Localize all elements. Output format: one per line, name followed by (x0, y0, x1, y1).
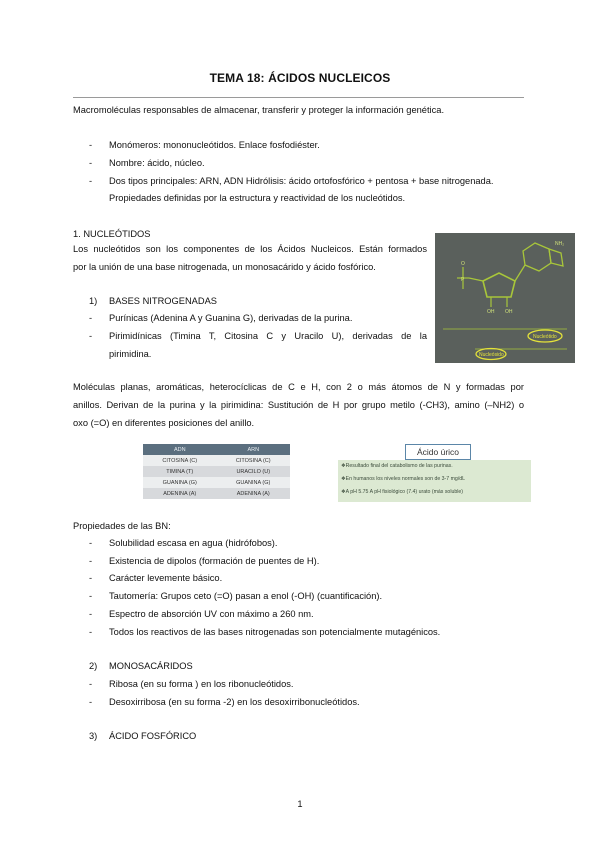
nh2-label: NH₂ (555, 241, 565, 247)
bullet: - (89, 176, 93, 186)
list-item: Existencia de dipolos (formación de puentes de H). (109, 556, 320, 566)
list-item: Carácter levemente básico. (109, 573, 223, 583)
table-cell: GUANINA (G) (217, 477, 291, 488)
list-number: 2) (89, 661, 98, 671)
bullet: - (89, 313, 93, 323)
list-item: Purínicas (Adenina A y Guanina G), derivadas de la purina. (109, 313, 353, 323)
paragraph-line: anillos. Derivan de la purina y la pirimidina: Sustitución de H por grupo metilo (-CH3), amino (–NH2) o (73, 400, 524, 410)
bullet: - (89, 591, 93, 601)
section-heading-nucleotidos: 1. NUCLEÓTIDOS (73, 229, 151, 239)
section-heading-monosacaridos: MONOSACÁRIDOS (109, 661, 193, 671)
table-row (143, 455, 290, 466)
bullet: - (89, 627, 93, 637)
list-item: Todos los reactivos de las bases nitrogenadas son potencialmente mutagénicos. (109, 627, 441, 637)
list-item: Desoxirribosa (en su forma -2) en los desoxirribonucleótidos. (109, 697, 360, 707)
page-number: 1 (297, 799, 303, 809)
bullet: - (89, 158, 93, 168)
table-row (143, 488, 290, 499)
uric-acid-line: ❖En humanos los niveles normales son de 3-7 mg/dL (341, 476, 466, 482)
oh-label: OH (487, 309, 495, 315)
bases-table (143, 444, 290, 499)
bullet: - (89, 331, 93, 341)
table-cell: ADENINA (A) (143, 488, 217, 499)
nucleotide-label: Nucleótido (533, 334, 557, 340)
paragraph-line: Los nucleótidos son los componentes de los Ácidos Nucleicos. Están formados (73, 244, 427, 254)
bullet: - (89, 609, 93, 619)
list-number: 3) (89, 731, 98, 741)
list-item-continuation: pirimidina. (109, 349, 152, 359)
table-cell: ADENINA (A) (217, 488, 291, 499)
uric-acid-box (338, 460, 531, 502)
oh-label-2: OH (505, 309, 513, 315)
p-label: P (461, 277, 465, 283)
nucleotide-structure-image (435, 233, 575, 363)
o-label: O (461, 261, 465, 267)
table-cell: CITOSINA (C) (143, 455, 217, 466)
bullet: - (89, 573, 93, 583)
paragraph-line: por la unión de una base nitrogenada, un monosacárido y ácido fosfórico. (73, 262, 376, 272)
table-header-row (143, 444, 290, 455)
paragraph-line: oxo (=O) en diferentes posiciones del anillo. (73, 418, 255, 428)
properties-heading: Propiedades de las BN: (73, 521, 171, 531)
uric-acid-line: ❖Resultado final del catabolismo de las purinas. (341, 463, 453, 469)
uric-acid-title: Ácido úrico (405, 444, 471, 460)
bullet: - (89, 697, 93, 707)
paragraph-line: Moléculas planas, aromáticas, heterocíclicas de C e H, con 2 o más átomos de N y formadas por (73, 382, 524, 392)
table-cell: TIMINA (T) (143, 466, 217, 477)
table-row (143, 477, 290, 488)
section-heading-bases: BASES NITROGENADAS (109, 296, 217, 306)
page-title: TEMA 18: ÁCIDOS NUCLEICOS (209, 71, 391, 85)
bullet: - (89, 140, 93, 150)
table-header: ARN (217, 444, 291, 455)
title-divider (73, 97, 524, 98)
intro-text: Macromoléculas responsables de almacenar, transferir y proteger la información genética. (73, 105, 445, 115)
list-item: Pirimidínicas (Timina T, Citosina C y Uracilo U), derivadas de la (109, 331, 427, 341)
list-item: Nombre: ácido, núcleo. (109, 158, 205, 168)
bullet: - (89, 679, 93, 689)
list-item: Monómeros: mononucleótidos. Enlace fosfodiéster. (109, 140, 320, 150)
list-number: 1) (89, 296, 98, 306)
nucleoside-label: Nucleósido (479, 352, 504, 358)
list-item: Solubilidad escasa en agua (hidrófobos). (109, 538, 278, 548)
list-item: Tautomería: Grupos ceto (=O) pasan a enol (-OH) (cuantificación). (109, 591, 383, 601)
uric-acid-line: ❖A pH 5.75 A pH fisiológico (7.4) urato (más soluble) (341, 489, 464, 495)
table-cell: URACILO (U) (217, 466, 291, 477)
table-header: ADN (143, 444, 217, 455)
list-item: Ribosa (en su forma ) en los ribonucleótidos. (109, 679, 294, 689)
bullet: - (89, 556, 93, 566)
table-row (143, 466, 290, 477)
section-heading-fosforico: ÁCIDO FOSFÓRICO (109, 731, 197, 741)
list-item: Espectro de absorción UV con máximo a 260 nm. (109, 609, 314, 619)
table-cell: GUANINA (G) (143, 477, 217, 488)
list-item-continuation: Propiedades definidas por la estructura y reactividad de los nucleótidos. (109, 193, 406, 203)
bullet: - (89, 538, 93, 548)
list-item: Dos tipos principales: ARN, ADN Hidrólisis: ácido ortofosfórico + pentosa + base nitrogenada. (109, 176, 494, 186)
table-cell: CITOSINA (C) (217, 455, 291, 466)
